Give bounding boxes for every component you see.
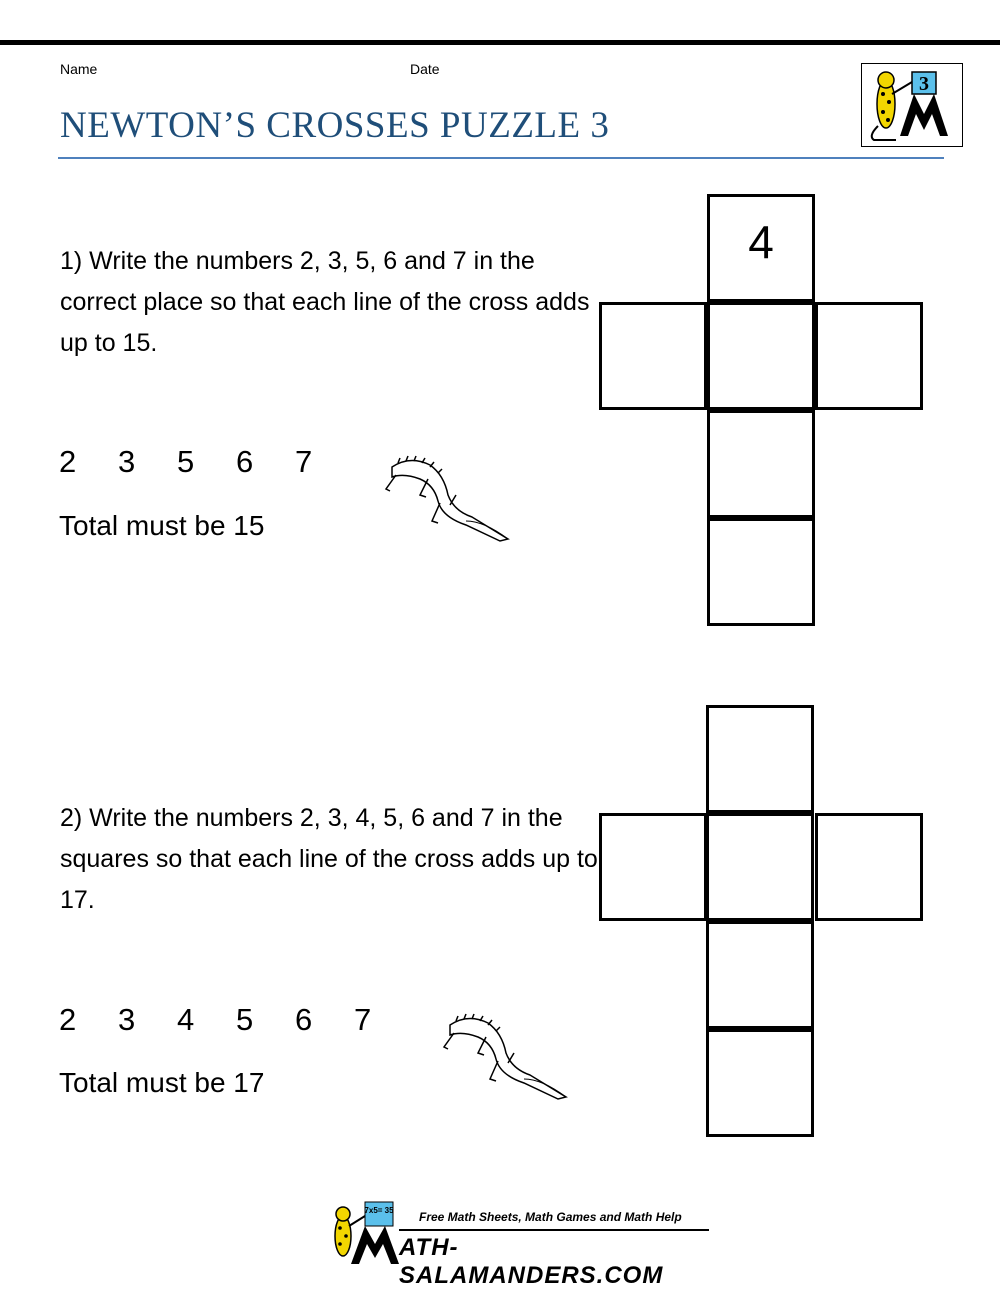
cross-cell-below-2[interactable]	[707, 518, 815, 626]
top-rule	[0, 40, 1000, 45]
cross-cell-below-2[interactable]	[706, 1029, 814, 1137]
cross-cell-below-1[interactable]	[706, 921, 814, 1029]
number-chip: 6	[295, 1002, 313, 1037]
cross-cell-top[interactable]: 4	[707, 194, 815, 302]
salamander-logo-icon	[325, 1196, 405, 1268]
number-chip: 6	[236, 444, 254, 479]
footer-tagline: Free Math Sheets, Math Games and Math Help	[419, 1210, 682, 1224]
badge-text: 7x5= 35	[364, 1206, 394, 1215]
cross-cell-top[interactable]	[706, 705, 814, 813]
number-chip: 7	[295, 444, 313, 479]
page-title: NEWTON’S CROSSES PUZZLE 3	[60, 105, 610, 146]
name-label: Name	[60, 61, 98, 77]
number-chip: 5	[236, 1002, 254, 1037]
number-chip: 5	[177, 444, 195, 479]
footer-site-name: ATH-SALAMANDERS.COM	[399, 1234, 664, 1289]
puzzle2-total: Total must be 17	[59, 1067, 265, 1098]
number-chip: 7	[354, 1002, 372, 1037]
salamander-logo-icon	[862, 64, 962, 146]
number-chip: 3	[118, 1002, 136, 1037]
date-label: Date	[410, 61, 440, 77]
cross-cell-right[interactable]	[815, 302, 923, 410]
cross-cell-center[interactable]	[706, 813, 814, 921]
title-rule	[58, 157, 944, 159]
number-chip: 4	[177, 1002, 195, 1037]
footer-rule	[399, 1229, 709, 1231]
salamander-drawing-icon	[380, 455, 515, 545]
puzzle2-instruction: 2) Write the numbers 2, 3, 4, 5, 6 and 7 in the squares so that each line of the cross adds up to 17.	[60, 804, 598, 914]
grade-logo	[861, 63, 963, 147]
puzzle2-number-list	[59, 1002, 413, 1038]
cross-cell-center[interactable]	[707, 302, 815, 410]
cross-cell-below-1[interactable]	[707, 410, 815, 518]
puzzle1-total: Total must be 15	[59, 510, 265, 541]
number-chip: 2	[59, 1002, 77, 1037]
footer-logo[interactable]	[325, 1196, 715, 1289]
number-chip: 3	[118, 444, 136, 479]
cross-cell-left[interactable]	[599, 813, 707, 921]
cross-cell-left[interactable]	[599, 302, 707, 410]
salamander-drawing-icon	[438, 1013, 573, 1103]
cross-cell-right[interactable]	[815, 813, 923, 921]
puzzle1-instruction: 1) Write the numbers 2, 3, 5, 6 and 7 in the correct place so that each line of the cross adds up to 15.	[60, 247, 590, 357]
puzzle1-number-list	[59, 444, 354, 480]
number-chip: 2	[59, 444, 77, 479]
grade-number: 3	[919, 73, 929, 95]
